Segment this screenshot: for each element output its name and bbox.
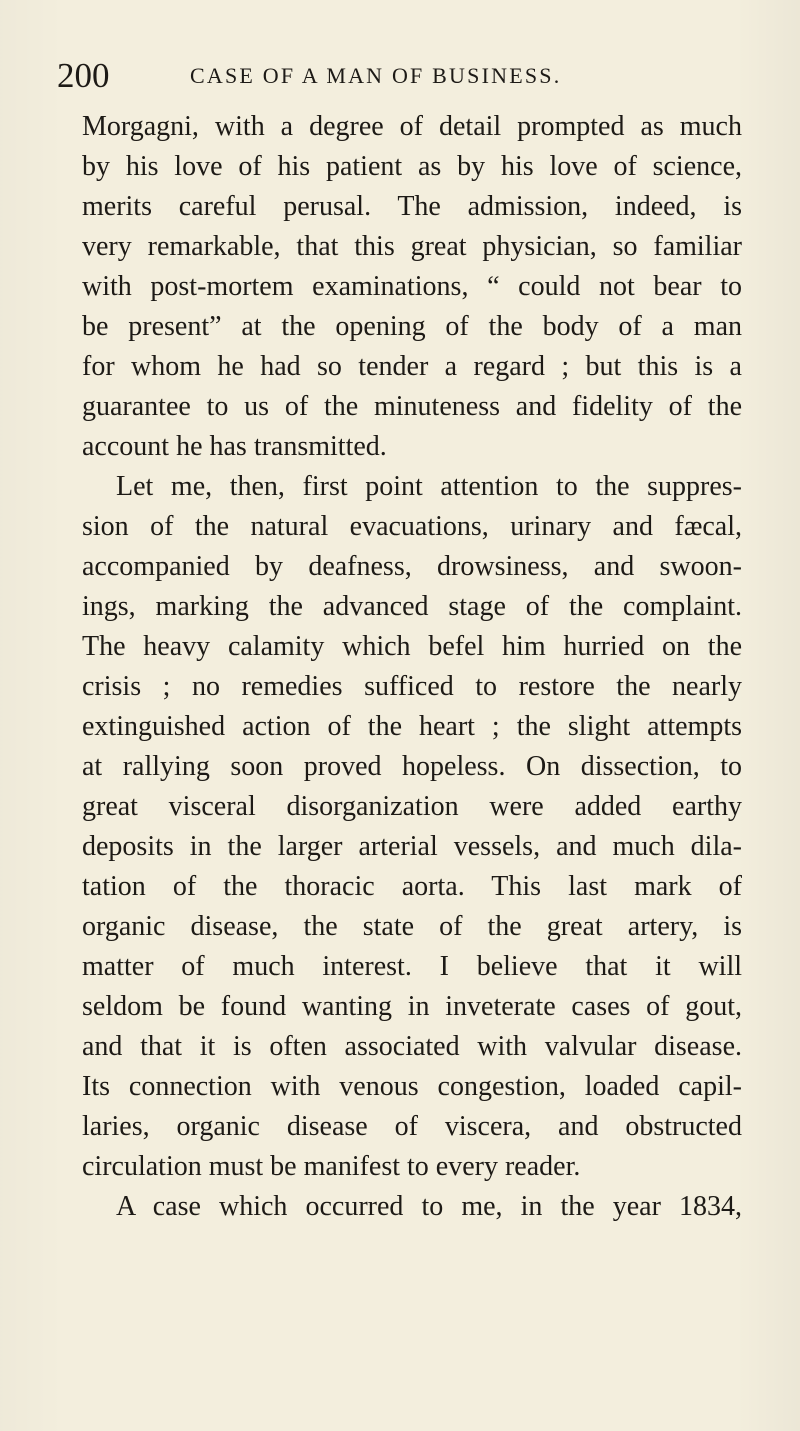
- paragraph-end-line: circulation must be manifest to every reader.: [82, 1151, 581, 1182]
- text-line: very remarkable, that this great physician, so familiar: [82, 231, 742, 262]
- text-line: great visceral disorganization were added earthy: [82, 791, 742, 822]
- paragraph-end-line: account he has transmitted.: [82, 431, 387, 462]
- paragraph-start-line: Let me, then, first point attention to the suppres-: [116, 471, 742, 502]
- text-line: guarantee to us of the minuteness and fidelity of the: [82, 391, 742, 422]
- text-line: crisis ; no remedies sufficed to restore the nearly: [82, 671, 742, 702]
- page-number: 200: [57, 56, 110, 95]
- text-line: and that it is often associated with valvular disease.: [82, 1031, 742, 1062]
- text-line: Its connection with venous congestion, loaded capil-: [82, 1071, 742, 1102]
- text-line: extinguished action of the heart ; the slight attempts: [82, 711, 742, 742]
- text-line: seldom be found wanting in inveterate cases of gout,: [82, 991, 742, 1022]
- body-text: [82, 107, 742, 1227]
- text-line: for whom he had so tender a regard ; but this is a: [82, 351, 742, 382]
- text-line: tation of the thoracic aorta. This last mark of: [82, 871, 742, 902]
- paragraph-start-line: A case which occurred to me, in the year 1834,: [116, 1191, 742, 1222]
- text-line: Morgagni, with a degree of detail prompted as much: [82, 111, 742, 142]
- text-line: ings, marking the advanced stage of the complaint.: [82, 591, 742, 622]
- text-line: matter of much interest. I believe that it will: [82, 951, 742, 982]
- text-line: with post-mortem examinations, “ could not bear to: [82, 271, 742, 302]
- text-line: be present” at the opening of the body of a man: [82, 311, 742, 342]
- text-line: by his love of his patient as by his love of science,: [82, 151, 742, 182]
- text-line: The heavy calamity which befel him hurried on the: [82, 631, 742, 662]
- text-line: at rallying soon proved hopeless. On dissection, to: [82, 751, 742, 782]
- page-header: [57, 56, 747, 96]
- text-line: accompanied by deafness, drowsiness, and swoon-: [82, 551, 742, 582]
- text-line: sion of the natural evacuations, urinary and fæcal,: [82, 511, 742, 542]
- text-line: laries, organic disease of viscera, and obstructed: [82, 1111, 742, 1142]
- text-line: organic disease, the state of the great artery, is: [82, 911, 742, 942]
- running-head: CASE OF A MAN OF BUSINESS.: [190, 63, 562, 88]
- text-line: merits careful perusal. The admission, indeed, is: [82, 191, 742, 222]
- text-line: deposits in the larger arterial vessels, and much dila-: [82, 831, 742, 862]
